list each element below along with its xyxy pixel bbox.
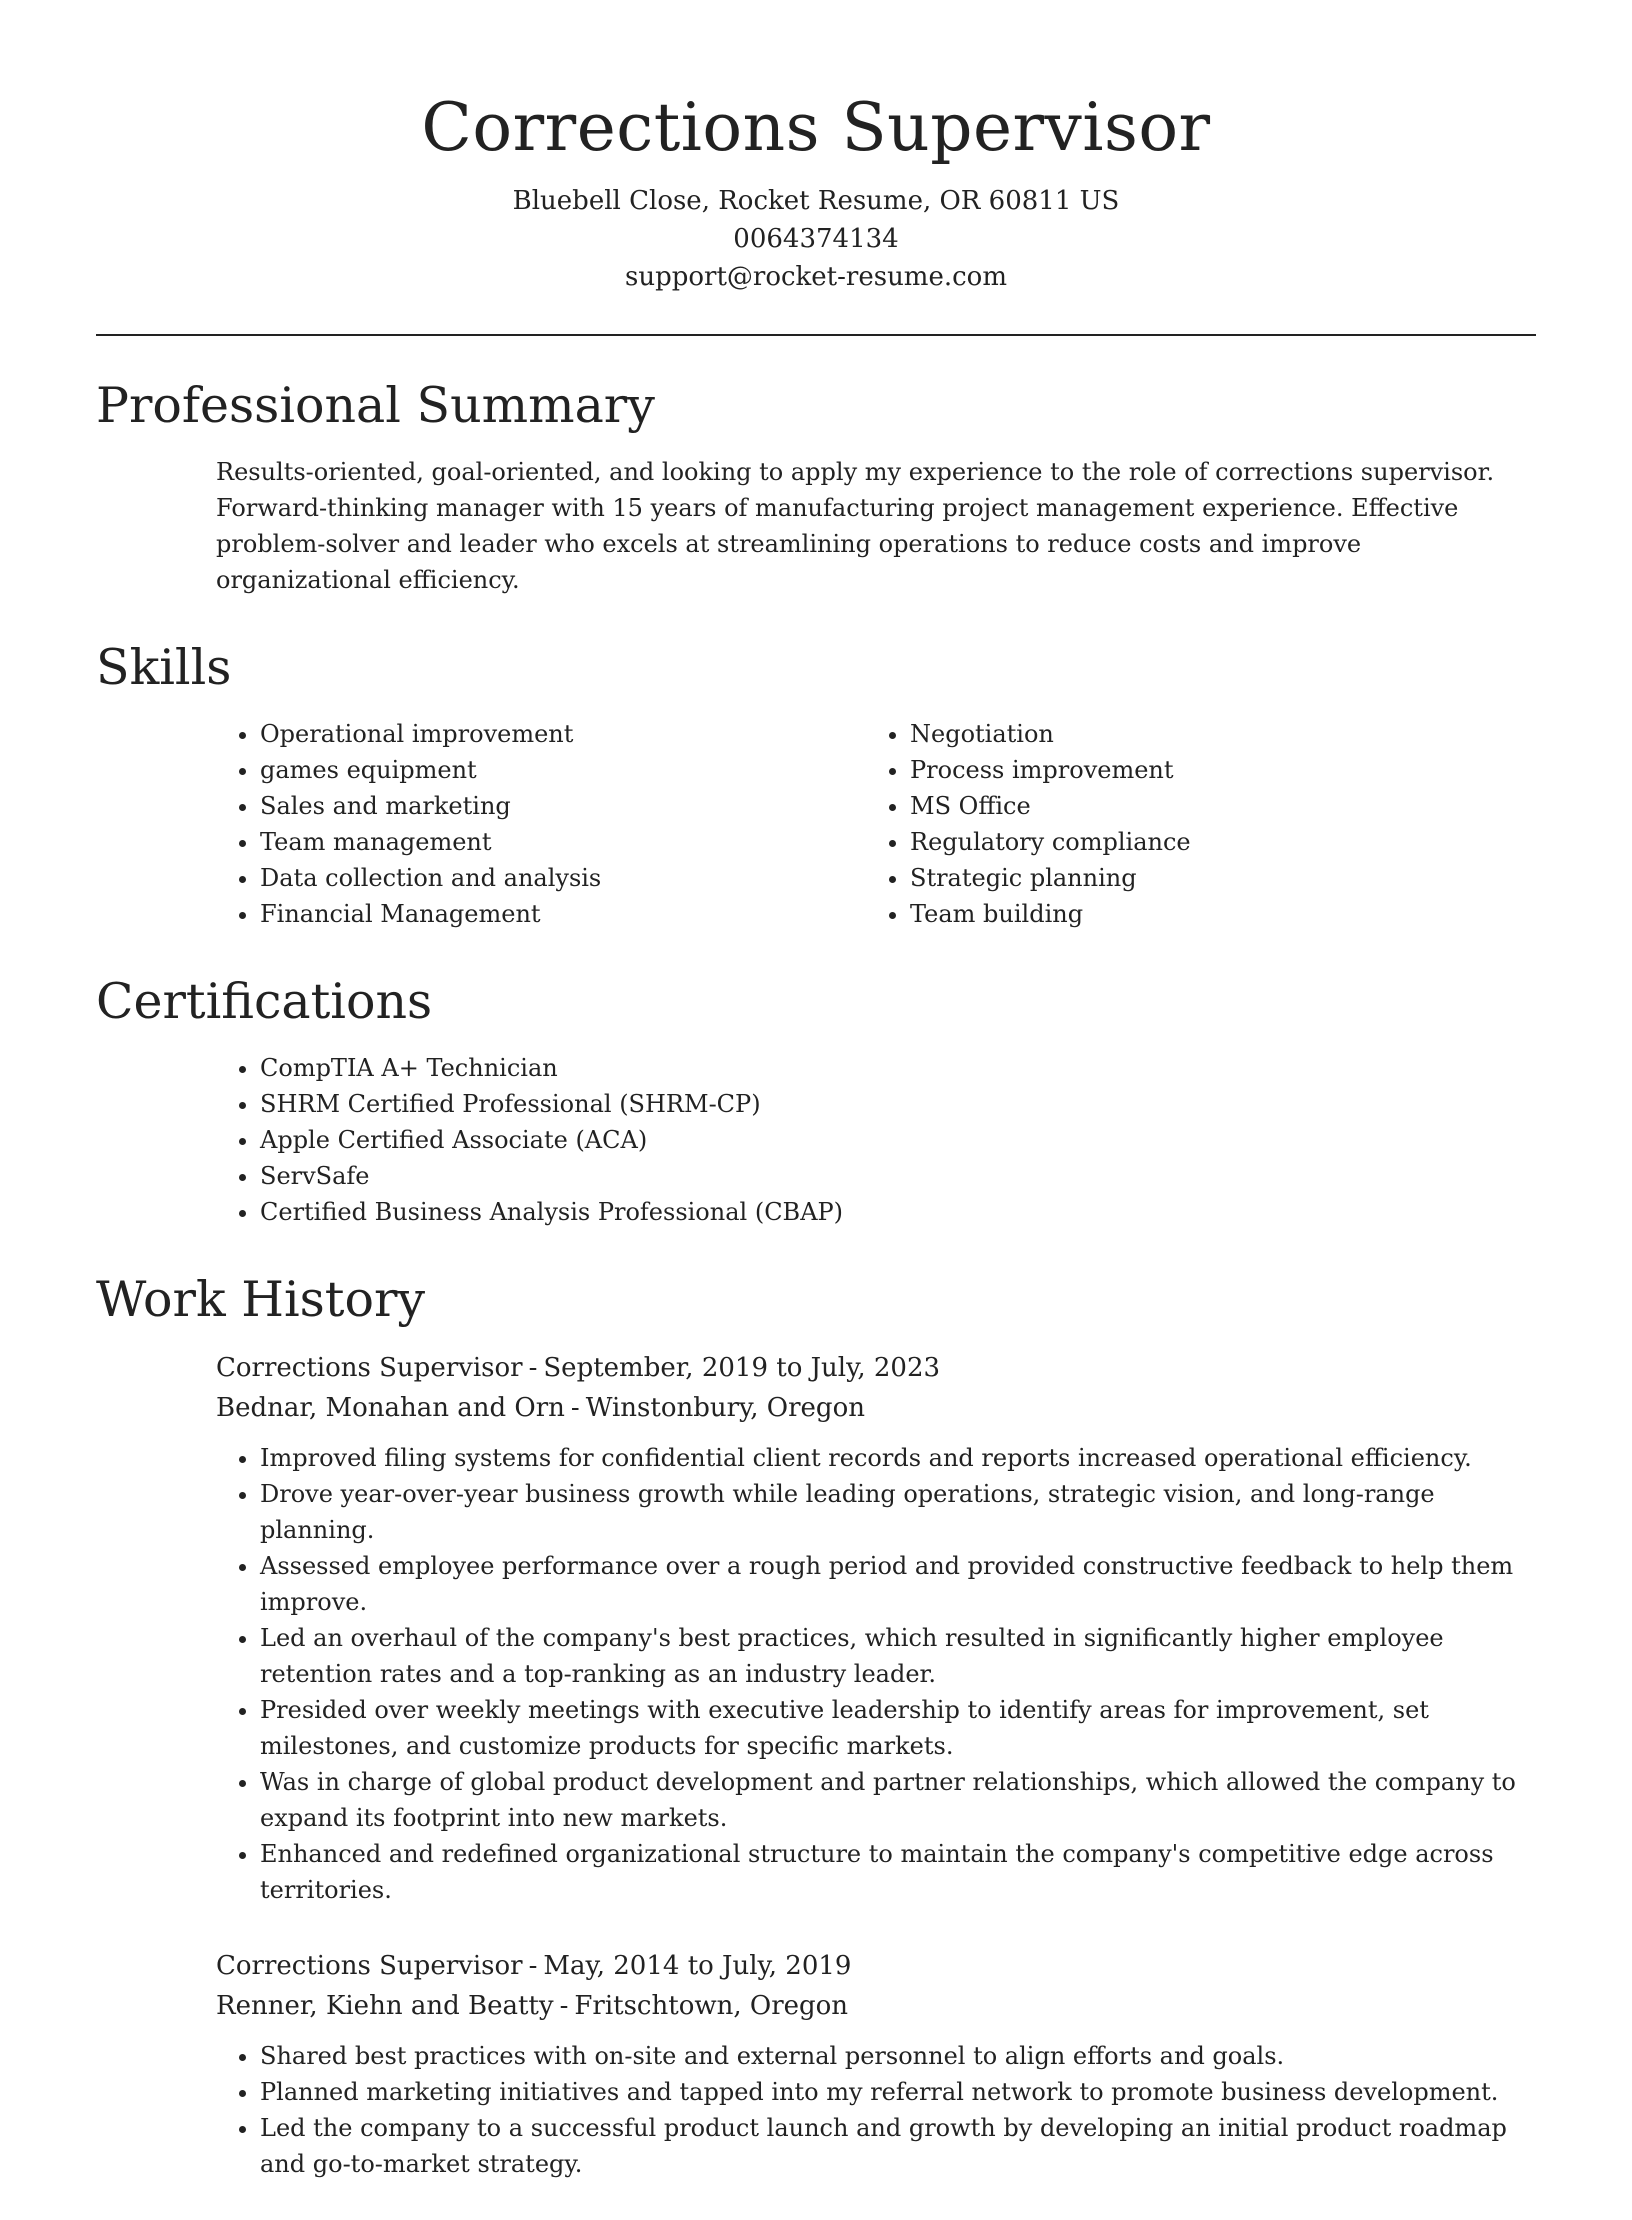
skill-item: • Team management [260, 824, 866, 860]
certification-item: • SHRM Certified Professional (SHRM-CP) [260, 1086, 1536, 1122]
job-bullet: • Led the company to a successful product launch and growth by developing an initial product roadmap and go-to-market strategy. [260, 2110, 1536, 2182]
skill-item: • Process improvement [910, 752, 1516, 788]
summary-body [216, 454, 1536, 598]
resume-header [96, 0, 1536, 296]
skills-section [96, 638, 1536, 932]
address-text: Bluebell Close, Rocket Resume, OR 60811 US [512, 186, 1120, 216]
job-title-line [216, 1348, 1536, 1388]
summary-text: Results-oriented, goal-oriented, and looking to apply my experience to the role of corrections supervisor. Forward-thinking manager with 15 years of manufacturing project management experience. Effective problem-solver and leader who excels at streamlining operations to reduce costs and improve organizational efficiency. [216, 458, 1495, 594]
job-separator: - [528, 1951, 538, 1981]
skills-column-right [866, 716, 1516, 932]
job-bullet: • Was in charge of global product development and partner relationships, which allowed the company to expand its footprint into new markets. [260, 1764, 1536, 1836]
skills-list-left [216, 716, 866, 932]
job-separator: - [570, 1393, 580, 1423]
job-entry [216, 1348, 1536, 1908]
summary-section [96, 376, 1536, 598]
skill-item: • Operational improvement [260, 716, 866, 752]
certification-item: • CompTIA A+ Technician [260, 1050, 1536, 1086]
contact-info [96, 182, 1536, 296]
skills-column-left [216, 716, 866, 932]
certifications-list [216, 1050, 1536, 1230]
job-company: Bednar, Monahan and Orn [216, 1393, 565, 1423]
job-bullets [216, 1440, 1536, 1908]
job-dates: May, 2014 to July, 2019 [543, 1951, 852, 1981]
skills-title: Skills [96, 639, 232, 696]
skill-item: • Regulatory compliance [910, 824, 1516, 860]
work-history-title: Work History [96, 1271, 426, 1328]
job-location: Fritschtown, Oregon [574, 1991, 849, 2021]
work-history-body [216, 1348, 1536, 2182]
skill-item: • Sales and marketing [260, 788, 866, 824]
certification-item: • ServSafe [260, 1158, 1536, 1194]
job-bullets [216, 2038, 1536, 2182]
phone-text: 0064374134 [733, 224, 899, 254]
job-bullet: • Drove year-over-year business growth while leading operations, strategic vision, and long-range planning. [260, 1476, 1536, 1548]
certifications-body [216, 1050, 1536, 1230]
resume-page [96, 0, 1536, 2220]
job-company-line [216, 1986, 1536, 2026]
job-role: Corrections Supervisor [216, 1353, 523, 1383]
job-bullet: • Improved filing systems for confidential client records and reports increased operational efficiency. [260, 1440, 1536, 1476]
summary-title: Professional Summary [96, 377, 655, 434]
header-divider [96, 334, 1536, 336]
skill-item: • Data collection and analysis [260, 860, 866, 896]
skill-item: • Strategic planning [910, 860, 1516, 896]
certifications-section [96, 972, 1536, 1230]
job-dates: September, 2019 to July, 2023 [543, 1353, 941, 1383]
job-bullet: • Planned marketing initiatives and tapped into my referral network to promote business development. [260, 2074, 1536, 2110]
job-bullet: • Enhanced and redefined organizational structure to maintain the company's competitive edge across territories. [260, 1836, 1536, 1908]
job-company: Renner, Kiehn and Beatty [216, 1991, 554, 2021]
job-entry [216, 1946, 1536, 2182]
work-history-section [96, 1270, 1536, 2182]
skill-item: • games equipment [260, 752, 866, 788]
job-bullet: • Shared best practices with on-site and external personnel to align efforts and goals. [260, 2038, 1536, 2074]
skills-columns [216, 716, 1536, 932]
job-separator: - [528, 1353, 538, 1383]
skill-item: • Team building [910, 896, 1516, 932]
skill-item: • MS Office [910, 788, 1516, 824]
job-bullet: • Presided over weekly meetings with executive leadership to identify areas for improvement, set milestones, and customize products for specific markets. [260, 1692, 1536, 1764]
skill-item: • Financial Management [260, 896, 866, 932]
job-bullet: • Led an overhaul of the company's best practices, which resulted in significantly higher employee retention rates and a top-ranking as an industry leader. [260, 1620, 1536, 1692]
job-separator: - [559, 1991, 569, 2021]
certification-item: • Apple Certified Associate (ACA) [260, 1122, 1536, 1158]
job-role: Corrections Supervisor [216, 1951, 523, 1981]
skill-item: • Negotiation [910, 716, 1516, 752]
candidate-name: Corrections Supervisor [421, 89, 1211, 166]
job-location: Winstonbury, Oregon [585, 1393, 865, 1423]
certification-item: • Certified Business Analysis Professional (CBAP) [260, 1194, 1536, 1230]
certifications-title: Certifications [96, 973, 433, 1030]
skills-list-right [866, 716, 1516, 932]
job-bullet: • Assessed employee performance over a rough period and provided constructive feedback to help them improve. [260, 1548, 1536, 1620]
job-company-line [216, 1388, 1536, 1428]
email-text: support@rocket-resume.com [624, 262, 1007, 292]
job-title-line [216, 1946, 1536, 1986]
